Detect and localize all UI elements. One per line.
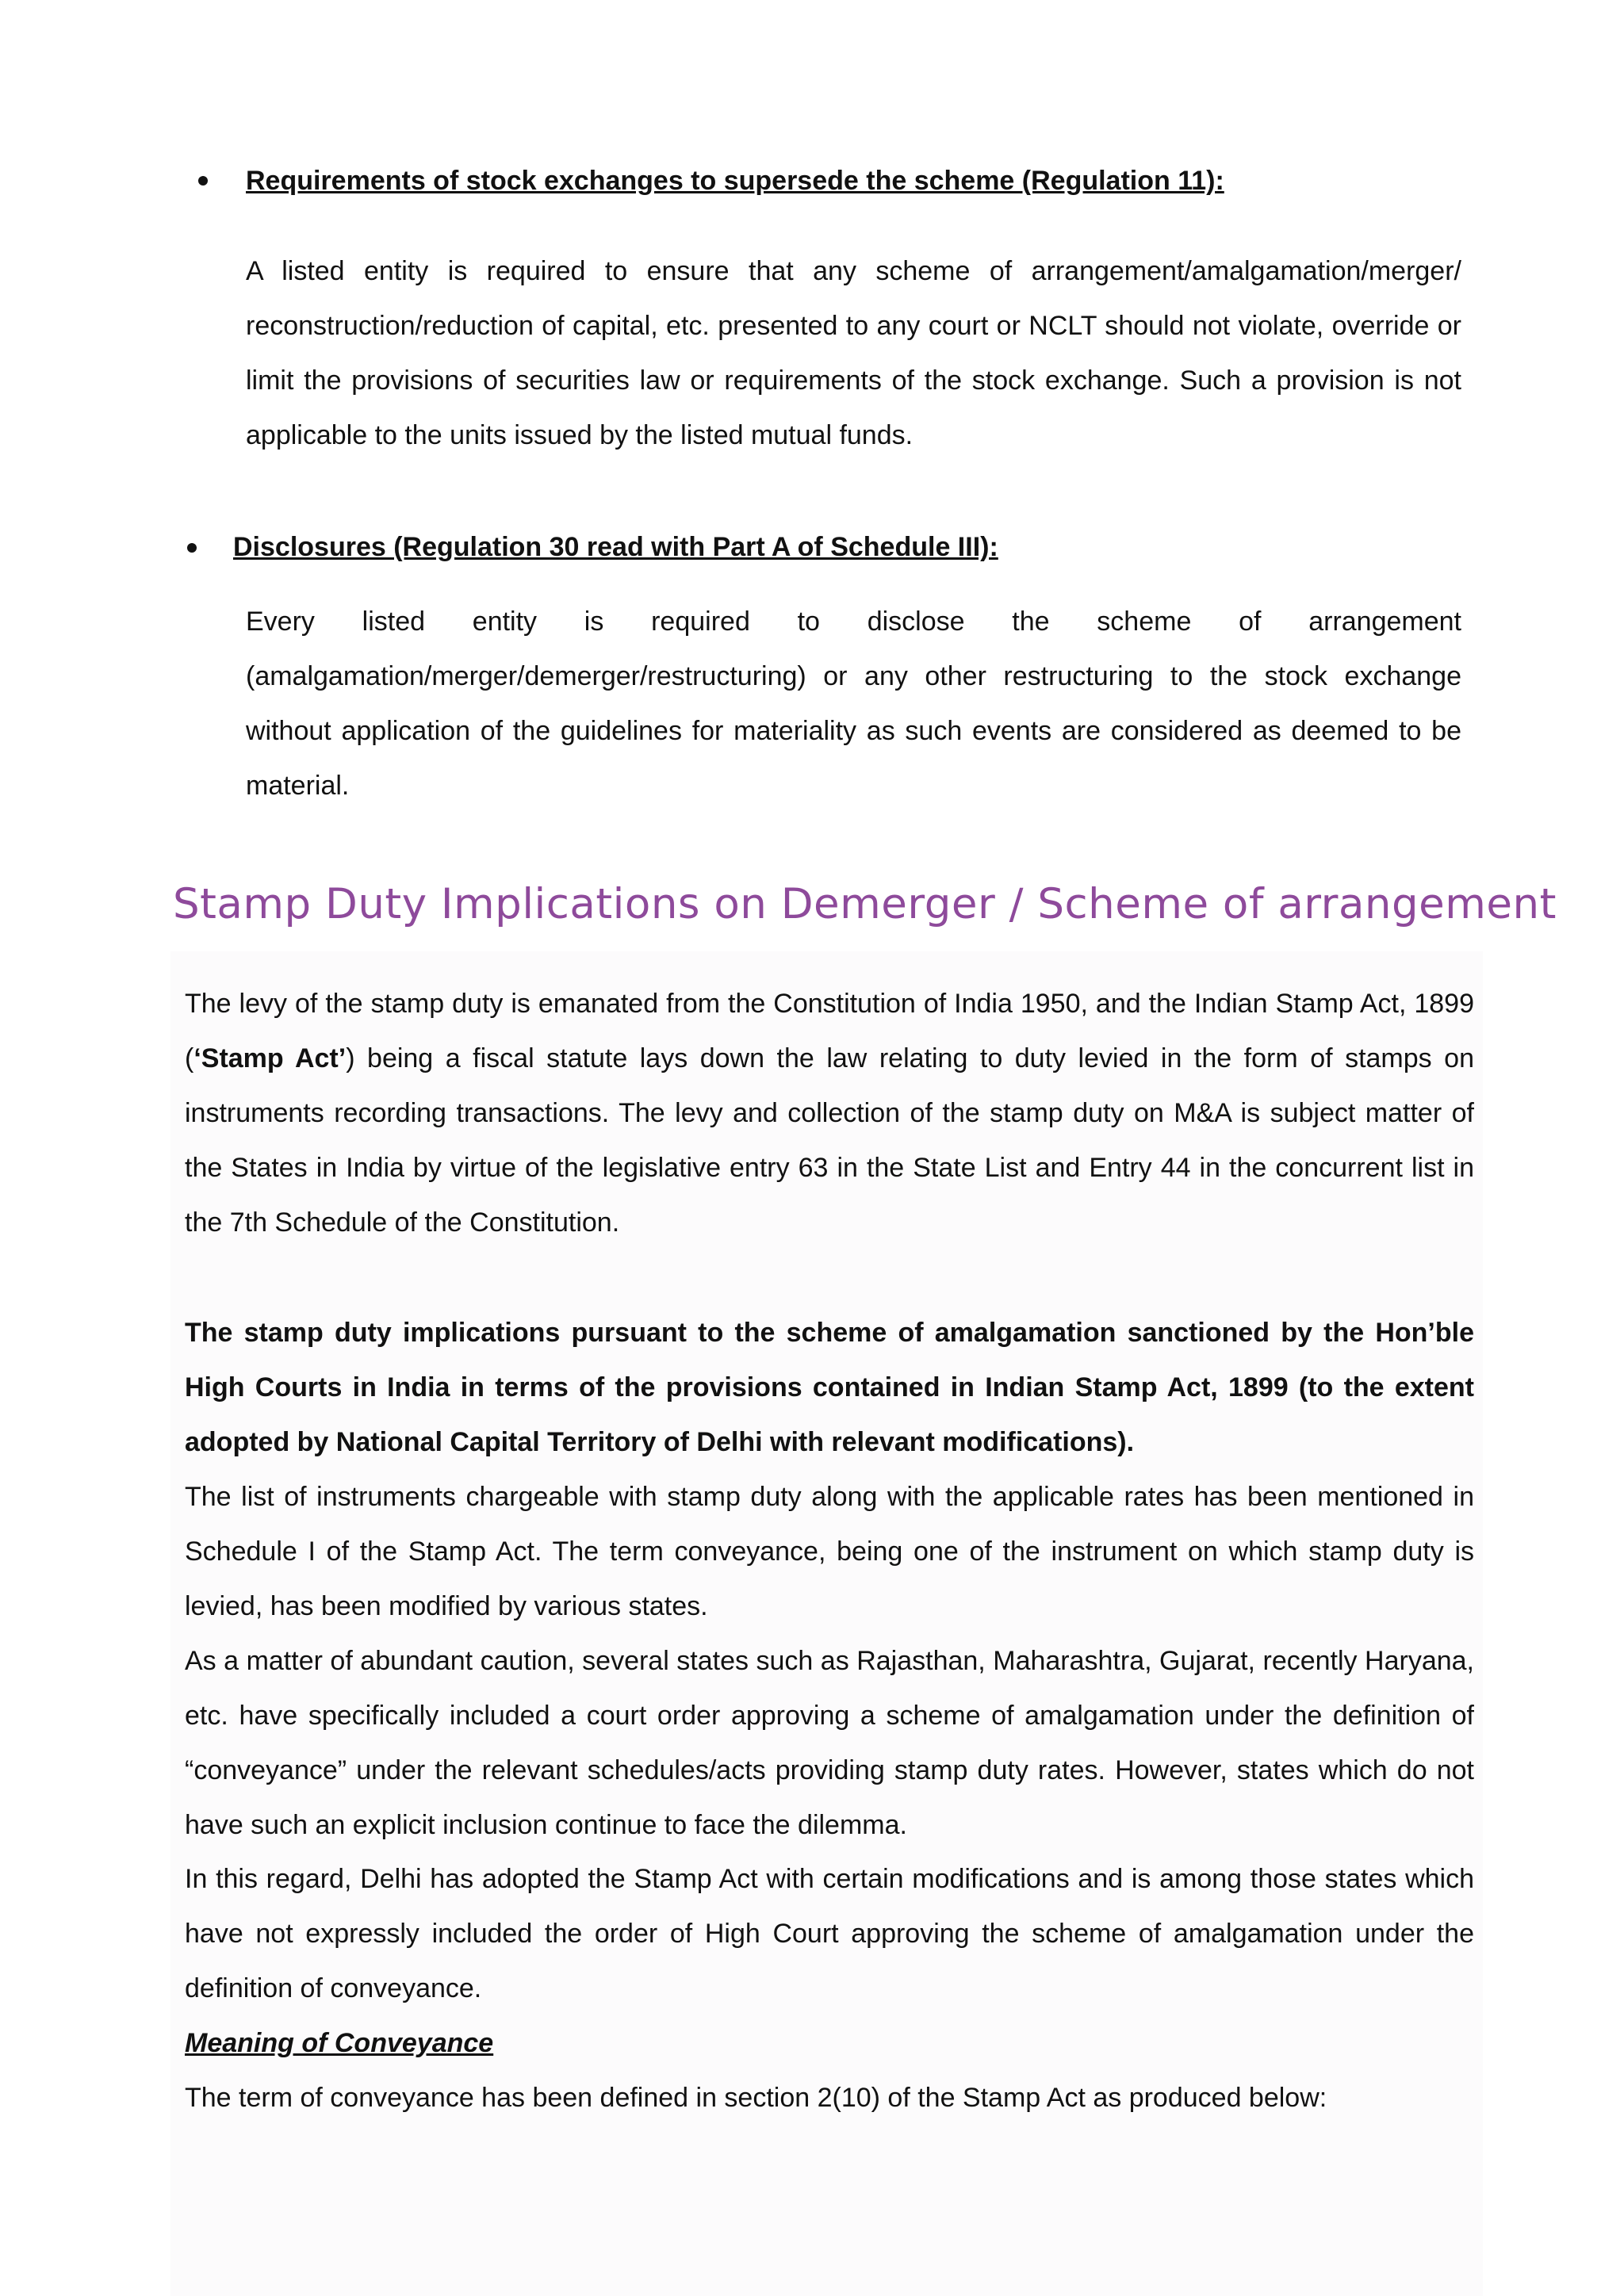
- bullet-body-regulation-30: (amalgamation/merger/demerger/restructuring) or any other restructuring to the stock exchange without application of the guidelines for materiality as such events are considered as deemed to be material.: [246, 661, 1461, 801]
- paragraph-term-of-conveyance: The term of conveyance has been defined in section 2(10) of the Stamp Act as produced below:: [185, 2083, 1327, 2113]
- paragraph-list-of-instruments: The list of instruments chargeable with stamp duty along with the applicable rates has been mentioned in Schedule I of the Stamp Act. The term conveyance, being one of the instrument on which stamp duty is levied, has been modified by various states.: [185, 1482, 1474, 1621]
- bold-paragraph-high-courts: The stamp duty implications pursuant to the scheme of amalgamation sanctioned by the Hon’ble High Courts in India in terms of the provisions contained in Indian Stamp Act, 1899 (to the extent adopted by National Capital Territory of Delhi with relevant modifications).: [185, 1318, 1474, 1457]
- bullet-body-regulation-30-line1: Every listed entity is required to disclose the scheme of arrangement: [246, 607, 1461, 637]
- bullet-point-1: [198, 176, 208, 186]
- paragraph-abundant-caution: As a matter of abundant caution, several states such as Rajasthan, Maharashtra, Gujarat, recently Haryana, etc. have specifically included a court order approving a scheme of amalgamation under the definition of “conveyance” under the relevant schedules/acts providing stamp duty rates. However, states which do not have such an explicit inclusion continue to face the dilemma.: [185, 1646, 1474, 1840]
- paragraph-delhi: In this regard, Delhi has adopted the Stamp Act with certain modifications and is among those states which have not expressly included the order of High Court approving the scheme of amalgamation under the definition of conveyance.: [185, 1864, 1474, 2003]
- intro-text-part2: ) being a fiscal statute lays down the law relating to duty levied in the form of stamps on instruments recording transactions. The levy and collection of the stamp duty on M&A is subject matter of the States in India by virtue of the legislative entry 63 in the State List and Entry 44 in the concurrent list in the 7th Schedule of the Constitution.: [185, 1043, 1475, 1238]
- stamp-duty-intro-paragraph: [185, 977, 1474, 1250]
- subheading-meaning-of-conveyance: Meaning of Conveyance: [185, 2028, 494, 2058]
- section-title: Stamp Duty Implications on Demerger / Scheme of arrangement: [173, 880, 1557, 928]
- bullet-heading-regulation-30: Disclosures (Regulation 30 read with Part A of Schedule III):: [233, 532, 998, 562]
- intro-text-part1: The levy of the stamp duty is emanated from the Constitution of India 1950, and the Indian Stamp Act, 1899 (: [185, 989, 1474, 1073]
- bullet-body-regulation-11: A listed entity is required to ensure that any scheme of arrangement/amalgamation/merger/ reconstruction/reduction of capital, etc. presented to any court or NCLT should not violate, override or limit the provisions of securities law or requirements of the stock exchange. Such a provision is not applicable to the units issued by the listed mutual funds.: [246, 256, 1461, 450]
- bullet-point-2: [187, 543, 197, 553]
- bullet-heading-regulation-11: Requirements of stock exchanges to supersede the scheme (Regulation 11):: [246, 166, 1224, 196]
- intro-text-stamp-act: ‘Stamp Act’: [193, 1043, 347, 1073]
